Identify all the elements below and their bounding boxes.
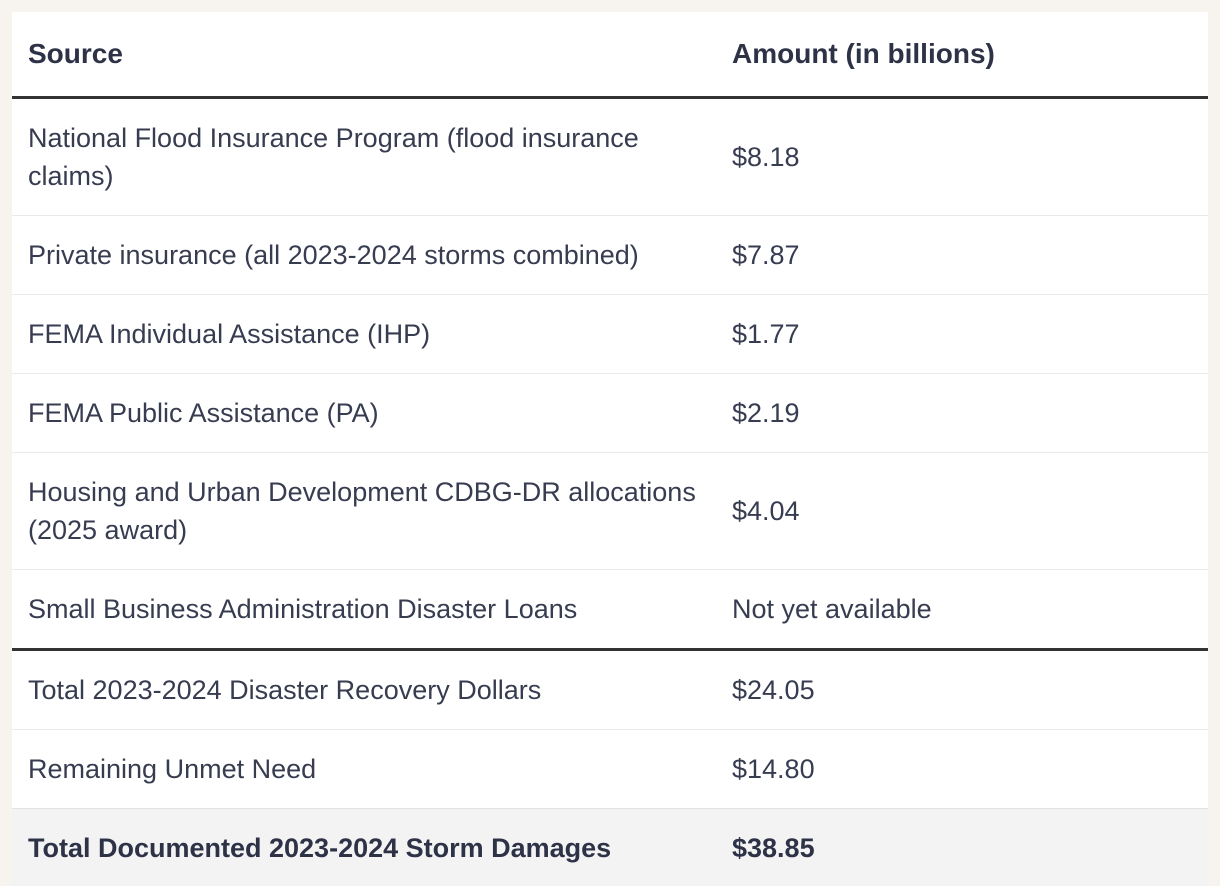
amount-cell: $8.18 — [716, 98, 1208, 216]
table-row — [12, 730, 1208, 809]
source-cell: Total Documented 2023-2024 Storm Damages — [12, 809, 716, 886]
source-cell: National Flood Insurance Program (flood insurance claims) — [12, 98, 716, 216]
table-row — [12, 453, 1208, 570]
table-row — [12, 650, 1208, 730]
source-column-header: Source — [12, 12, 716, 98]
source-cell: Small Business Administration Disaster Loans — [12, 570, 716, 650]
table-row — [12, 374, 1208, 453]
source-cell: Housing and Urban Development CDBG-DR allocations (2025 award) — [12, 453, 716, 570]
source-cell: FEMA Public Assistance (PA) — [12, 374, 716, 453]
amount-column-header: Amount (in billions) — [716, 12, 1208, 98]
table-header — [12, 12, 1208, 98]
table-body — [12, 98, 1208, 886]
source-cell: FEMA Individual Assistance (IHP) — [12, 295, 716, 374]
table-row — [12, 809, 1208, 886]
table-row — [12, 216, 1208, 295]
amount-cell: $4.04 — [716, 453, 1208, 570]
table-row — [12, 98, 1208, 216]
source-cell: Private insurance (all 2023-2024 storms combined) — [12, 216, 716, 295]
table-row — [12, 570, 1208, 650]
header-row — [12, 12, 1208, 98]
disaster-recovery-funding-table — [12, 12, 1208, 886]
source-cell: Remaining Unmet Need — [12, 730, 716, 809]
amount-cell: $1.77 — [716, 295, 1208, 374]
amount-cell: $14.80 — [716, 730, 1208, 809]
amount-cell: $24.05 — [716, 650, 1208, 730]
source-cell: Total 2023-2024 Disaster Recovery Dollars — [12, 650, 716, 730]
amount-cell: $38.85 — [716, 809, 1208, 886]
table-row — [12, 295, 1208, 374]
amount-cell: $7.87 — [716, 216, 1208, 295]
amount-cell: $2.19 — [716, 374, 1208, 453]
amount-cell: Not yet available — [716, 570, 1208, 650]
